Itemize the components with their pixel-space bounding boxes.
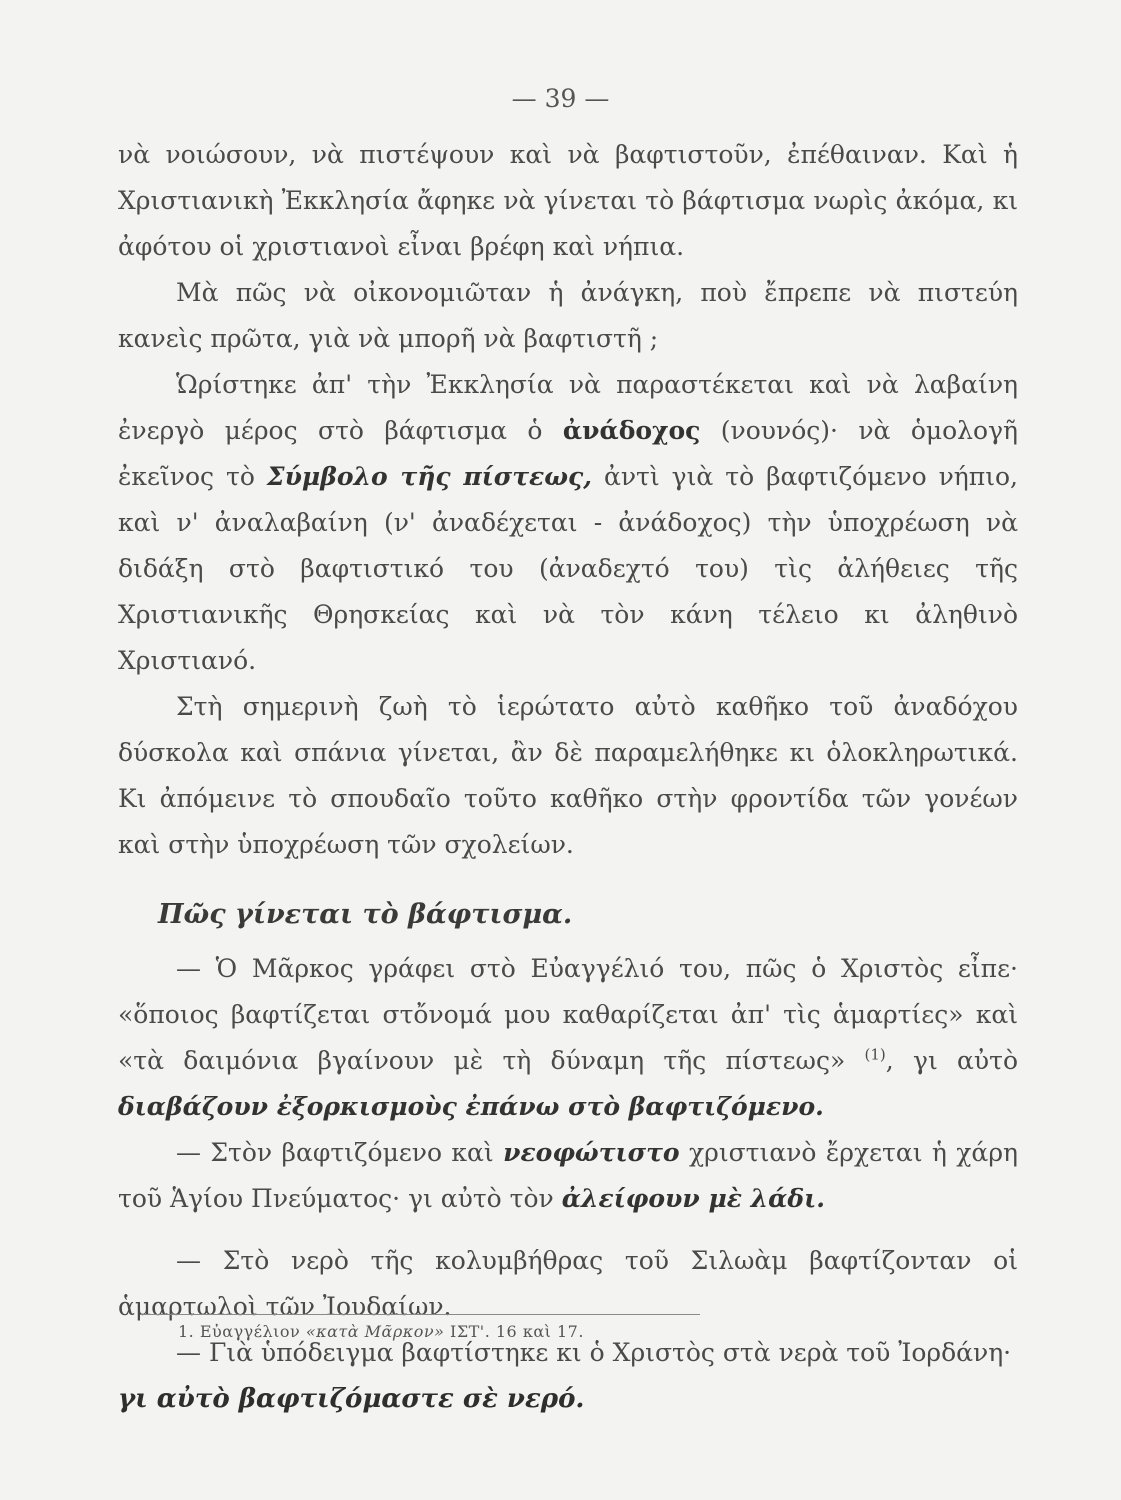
paragraph-5 <box>118 946 1018 1130</box>
text-run: — Ὁ Μᾶρκος γράφει στὸ Εὐαγγέλιό του, πῶς ὁ Χριστὸς εἶπε· «ὅποιος βαφτίζεται στὄνομά μου καθαρίζεται ἀπ' τὶς ἁμαρτίες» καὶ «τὰ δαιμόνια βγαίνουν μὲ τὴ δύναμη τῆς πίστεως» <box>118 954 1018 1075</box>
section-heading: Πῶς γίνεται τὸ βάφτισμα. <box>158 899 573 930</box>
main-text <box>118 132 1018 1422</box>
text-run: Ὡρίστηκε ἀπ' τὴν Ἐκκλησία νὰ παραστέκεται καὶ νὰ λαβαίνη ἐνεργὸ μέρος στὸ βάφτισμα ὁ <box>118 370 1018 445</box>
text-run: (νουνός)· νὰ ὁμολογῆ ἐκεῖνος τὸ <box>118 416 1018 491</box>
paragraph-3 <box>118 362 1018 684</box>
text-run: χριστιανὸ ἔρχεται ἡ χάρη τοῦ Ἁγίου Πνεύματος· γι αὐτὸ τὸν <box>118 1138 1018 1213</box>
term-neophytos: νεοφώτιστο <box>503 1138 680 1167</box>
paragraph-7: — Στὸ νερὸ τῆς κολυμβήθρας τοῦ Σιλωὰμ βαφτίζονταν οἱ ἁμαρτωλοὶ τῶν Ἰουδαίων. <box>118 1246 1018 1321</box>
paragraph-4: Στὴ σημερινὴ ζωὴ τὸ ἱερώτατο αὐτὸ καθῆκο τοῦ ἀναδόχου δύσκολα καὶ σπάνια γίνεται, ἂν δὲ παραμελήθηκε κι ὁλοκληρωτικά. Κι ἀπόμεινε τὸ σπουδαῖο τοῦτο καθῆκο στὴν φροντίδα τῶν γονέων καὶ στὴν ὑποχρέωση τῶν σχολείων. <box>118 692 1018 859</box>
paragraph-9: γι αὐτὸ βαφτιζόμαστε σὲ νερό. <box>118 1384 585 1414</box>
footnote <box>178 1322 584 1341</box>
page-number: — 39 — <box>511 84 610 113</box>
text-run: ἀντὶ γιὰ τὸ βαφτιζόμενο νήπιο, καὶ ν' ἀναλαβαίνη (ν' ἀναδέχεται - ἀνάδοχος) τὴν ὑποχρέωση νὰ διδάξη στὸ βαφτιστικό του (ἀναδεχτό του) τὶς ἀλήθειες τῆς Χριστιανικῆς Θρησκείας καὶ νὰ τὸν κάνη τέλειο κι ἀληθινὸ Χριστιανό. <box>118 462 1019 675</box>
footnote-suffix: ΙΣΤ'. 16 καὶ 17. <box>444 1322 584 1341</box>
emphasis-anointing: ἀλείφουν μὲ λάδι. <box>561 1184 825 1213</box>
term-symbol-of-faith: Σύμβολο τῆς πίστεως, <box>266 462 592 491</box>
paragraph-8: — Γιὰ ὑπόδειγμα βαφτίστηκε κι ὁ Χριστὸς στὰ νερὰ τοῦ Ἰορδάνη· <box>176 1338 1012 1367</box>
emphasis-exorcism: διαβάζουν ἐξορκισμοὺς ἐπάνω στὸ βαφτιζόμενο. <box>118 1092 824 1121</box>
paragraph-6 <box>118 1130 1018 1222</box>
footnote-divider <box>140 1314 700 1315</box>
footnote-prefix: 1. Εὐαγγέλιον <box>178 1322 306 1341</box>
term-anadochos: ἀνάδοχος <box>562 416 701 445</box>
text-run: — Στὸν βαφτιζόμενο καὶ <box>176 1138 504 1167</box>
footnote-marker: (1) <box>864 1045 886 1064</box>
paragraph-1: νὰ νοιώσουν, νὰ πιστέψουν καὶ νὰ βαφτιστοῦν, ἐπέθαιναν. Καὶ ἡ Χριστιανικὴ Ἐκκλησία ἄφηκε νὰ γίνεται τὸ βάφτισμα νωρὶς ἀκόμα, κι ἀφότου οἱ χριστιανοὶ εἶναι βρέφη καὶ νήπια. <box>118 140 1018 261</box>
paragraph-2: Μὰ πῶς νὰ οἰκονομιῶταν ἡ ἀνάγκη, ποὺ ἔπρεπε νὰ πιστεύη κανεὶς πρῶτα, γιὰ νὰ μπορῆ νὰ βαφτιστῆ ; <box>118 278 1018 353</box>
text-run: , γι αὐτὸ <box>885 1046 1019 1075</box>
footnote-title: «κατὰ Μᾶρκον» <box>305 1322 445 1341</box>
